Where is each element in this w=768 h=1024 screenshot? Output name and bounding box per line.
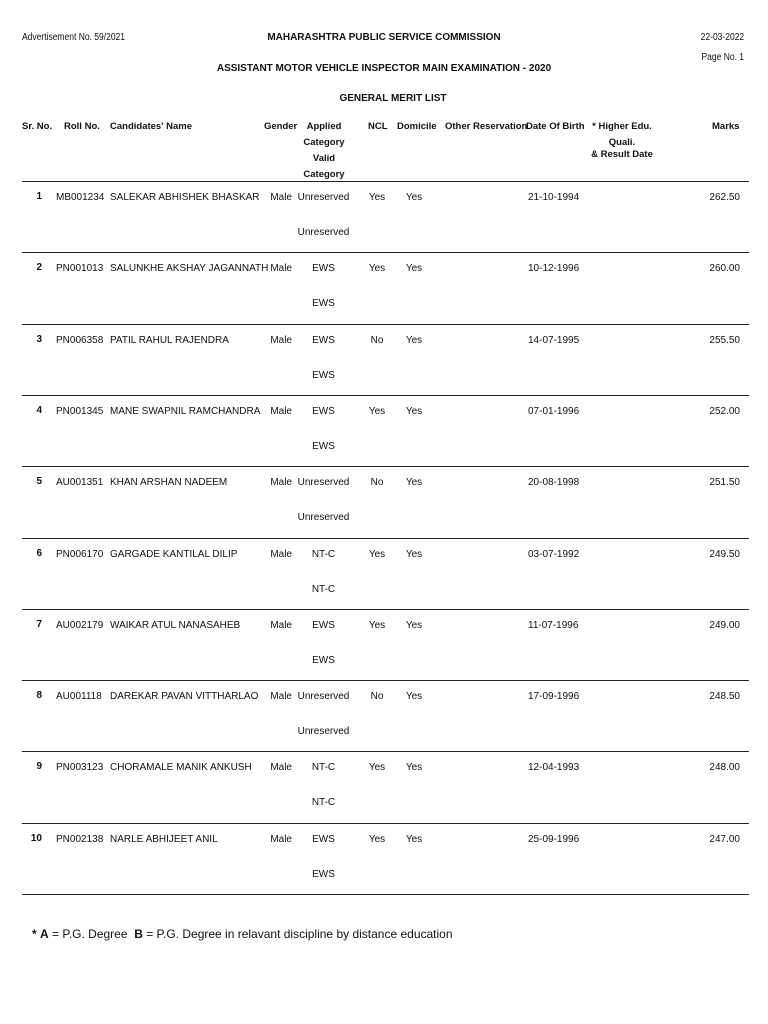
valid-category-cell: Unreserved	[297, 726, 350, 738]
col-valid-category-line2: Category	[303, 169, 345, 180]
roll-no-cell: PN001345	[56, 405, 104, 417]
document-date: 22-03-2022	[700, 32, 744, 43]
gender-cell: Male	[270, 691, 292, 703]
table-row	[0, 466, 768, 538]
col-ncl: NCL	[368, 121, 388, 132]
col-other-reservation: Other Reservation	[445, 121, 528, 132]
ncl-cell: Yes	[368, 405, 386, 417]
candidate-name-cell: KHAN ARSHAN NADEEM	[110, 477, 228, 489]
sr-no-cell: 3	[36, 333, 42, 345]
gender-cell: Male	[270, 762, 292, 774]
valid-category-cell: EWS	[312, 298, 335, 310]
dob-cell: 20-08-1998	[528, 477, 580, 489]
sr-no-cell: 10	[30, 832, 42, 844]
page-number: Page No. 1	[701, 52, 744, 63]
col-sr-no: Sr. No.	[22, 121, 53, 132]
marks-cell: 251.50	[709, 477, 740, 489]
candidate-name-cell: SALUNKHE AKSHAY JAGANNATH	[110, 263, 269, 275]
domicile-cell: Yes	[405, 192, 423, 203]
dob-cell: 10-12-1996	[528, 263, 580, 275]
dob-cell: 12-04-1993	[528, 762, 580, 774]
valid-category-cell: NT-C	[311, 583, 336, 595]
gender-cell: Male	[270, 192, 292, 203]
col-qualification-line2: & Result Date	[591, 149, 653, 160]
valid-category-cell: Unreserved	[297, 512, 350, 524]
valid-category-cell: EWS	[312, 868, 335, 880]
marks-cell: 248.50	[709, 691, 740, 703]
applied-category-cell: EWS	[312, 334, 335, 346]
valid-category-cell: EWS	[312, 654, 335, 666]
table-row	[0, 324, 768, 396]
gender-cell: Male	[270, 334, 292, 346]
domicile-cell: Yes	[405, 548, 423, 560]
sr-no-cell: 4	[36, 404, 42, 416]
domicile-cell: Yes	[405, 263, 423, 275]
valid-category-cell: NT-C	[311, 797, 336, 809]
footnote	[32, 927, 453, 941]
gender-cell: Male	[270, 619, 292, 631]
col-gender: Gender	[264, 121, 298, 132]
footnote-a-text: = P.G. Degree	[52, 927, 128, 941]
candidate-name-cell: NARLE ABHIJEET ANIL	[110, 833, 218, 845]
roll-no-cell: PN003123	[56, 762, 104, 774]
ncl-cell: Yes	[368, 762, 386, 774]
marks-cell: 248.00	[709, 762, 740, 774]
table-row	[0, 181, 768, 253]
ncl-cell: Yes	[368, 548, 386, 560]
marks-cell: 247.00	[709, 833, 740, 845]
domicile-cell: Yes	[405, 833, 423, 845]
dob-cell: 07-01-1996	[528, 405, 580, 417]
roll-no-cell: PN002138	[56, 833, 104, 845]
col-domicile: Domicile	[397, 121, 437, 132]
ncl-cell: Yes	[368, 192, 386, 203]
exam-title: ASSISTANT MOTOR VEHICLE INSPECTOR MAIN EXAMINATION - 2020	[216, 63, 552, 74]
gender-cell: Male	[270, 477, 292, 489]
col-valid-category-line1: Valid	[312, 153, 336, 164]
col-roll-no: Roll No.	[64, 121, 100, 132]
sr-no-cell: 6	[36, 547, 42, 559]
advertisement-number: Advertisement No. 59/2021	[22, 32, 126, 43]
marks-cell: 252.00	[709, 405, 740, 417]
dob-cell: 17-09-1996	[528, 691, 580, 703]
applied-category-cell: EWS	[312, 833, 335, 845]
applied-category-cell: EWS	[312, 263, 335, 275]
sr-no-cell: 9	[36, 761, 42, 773]
ncl-cell: Yes	[368, 619, 386, 631]
domicile-cell: Yes	[405, 762, 423, 774]
table-row	[0, 395, 768, 467]
col-qualification	[578, 119, 666, 163]
organization-name: MAHARASHTRA PUBLIC SERVICE COMMISSION	[267, 32, 501, 43]
roll-no-cell: PN006358	[56, 334, 104, 346]
col-category	[300, 119, 348, 183]
ncl-cell: No	[370, 477, 384, 489]
sr-no-cell: 7	[36, 618, 42, 630]
ncl-cell: No	[370, 691, 384, 703]
applied-category-cell: Unreserved	[297, 691, 350, 703]
domicile-cell: Yes	[405, 477, 423, 489]
roll-no-cell: AU001118	[56, 691, 102, 703]
dob-cell: 21-10-1994	[528, 192, 580, 203]
applied-category-cell: NT-C	[311, 762, 336, 774]
applied-category-cell: Unreserved	[297, 477, 350, 489]
table-row	[0, 252, 768, 324]
col-applied-category-line1: Applied	[306, 121, 342, 132]
table-row	[0, 680, 768, 752]
gender-cell: Male	[270, 833, 292, 845]
table-row	[0, 823, 768, 895]
domicile-cell: Yes	[405, 691, 423, 703]
dob-cell: 03-07-1992	[528, 548, 580, 560]
roll-no-cell: PN006170	[56, 548, 104, 560]
roll-no-cell: PN001013	[56, 263, 104, 275]
ncl-cell: Yes	[368, 833, 386, 845]
sr-no-cell: 1	[36, 191, 42, 202]
marks-cell: 249.50	[709, 548, 740, 560]
valid-category-cell: Unreserved	[297, 227, 350, 238]
sr-no-cell: 2	[36, 262, 42, 274]
dob-cell: 11-07-1996	[528, 619, 579, 631]
marks-cell: 255.50	[709, 334, 740, 346]
footnote-star: *	[32, 927, 37, 941]
ncl-cell: Yes	[368, 263, 386, 275]
footnote-b-text: = P.G. Degree in relavant discipline by distance education	[146, 927, 453, 941]
dob-cell: 25-09-1996	[528, 833, 580, 845]
col-dob: Date Of Birth	[526, 121, 585, 132]
table-row	[0, 538, 768, 610]
marks-cell: 260.00	[709, 263, 740, 275]
sr-no-cell: 5	[36, 476, 42, 488]
applied-category-cell: EWS	[312, 405, 335, 417]
footnote-b-key: B	[134, 927, 143, 941]
list-title: GENERAL MERIT LIST	[339, 93, 447, 104]
domicile-cell: Yes	[405, 334, 423, 346]
col-applied-category-line2: Category	[303, 137, 345, 148]
gender-cell: Male	[270, 263, 292, 275]
col-marks: Marks	[712, 121, 740, 132]
roll-no-cell: AU002179	[56, 619, 104, 631]
marks-cell: 249.00	[709, 619, 740, 631]
applied-category-cell: NT-C	[311, 548, 336, 560]
candidate-name-cell: CHORAMALE MANIK ANKUSH	[110, 762, 252, 774]
sr-no-cell: 8	[36, 690, 42, 702]
roll-no-cell: MB001234	[56, 192, 105, 203]
row-rule	[22, 894, 749, 895]
table-row	[0, 751, 768, 823]
ncl-cell: No	[370, 334, 384, 346]
gender-cell: Male	[270, 548, 292, 560]
candidate-name-cell: WAIKAR ATUL NANASAHEB	[110, 619, 241, 631]
valid-category-cell: EWS	[312, 440, 335, 452]
footnote-a-key: A	[40, 927, 49, 941]
dob-cell: 14-07-1995	[528, 334, 580, 346]
gender-cell: Male	[270, 405, 292, 417]
candidate-name-cell: PATIL RAHUL RAJENDRA	[110, 334, 229, 346]
col-name: Candidates' Name	[110, 121, 192, 132]
table-row	[0, 609, 768, 681]
roll-no-cell: AU001351	[56, 477, 104, 489]
valid-category-cell: EWS	[312, 369, 335, 381]
marks-cell: 262.50	[709, 192, 740, 203]
domicile-cell: Yes	[405, 619, 423, 631]
candidate-name-cell: SALEKAR ABHISHEK BHASKAR	[110, 192, 260, 203]
domicile-cell: Yes	[405, 405, 423, 417]
candidate-name-cell: GARGADE KANTILAL DILIP	[110, 548, 238, 560]
candidate-name-cell: MANE SWAPNIL RAMCHANDRA	[110, 405, 261, 417]
candidate-name-cell: DAREKAR PAVAN VITTHARLAO	[110, 691, 259, 703]
applied-category-cell: Unreserved	[297, 192, 350, 203]
applied-category-cell: EWS	[312, 619, 335, 631]
col-qualification-line1: * Higher Edu. Quali.	[592, 121, 652, 148]
